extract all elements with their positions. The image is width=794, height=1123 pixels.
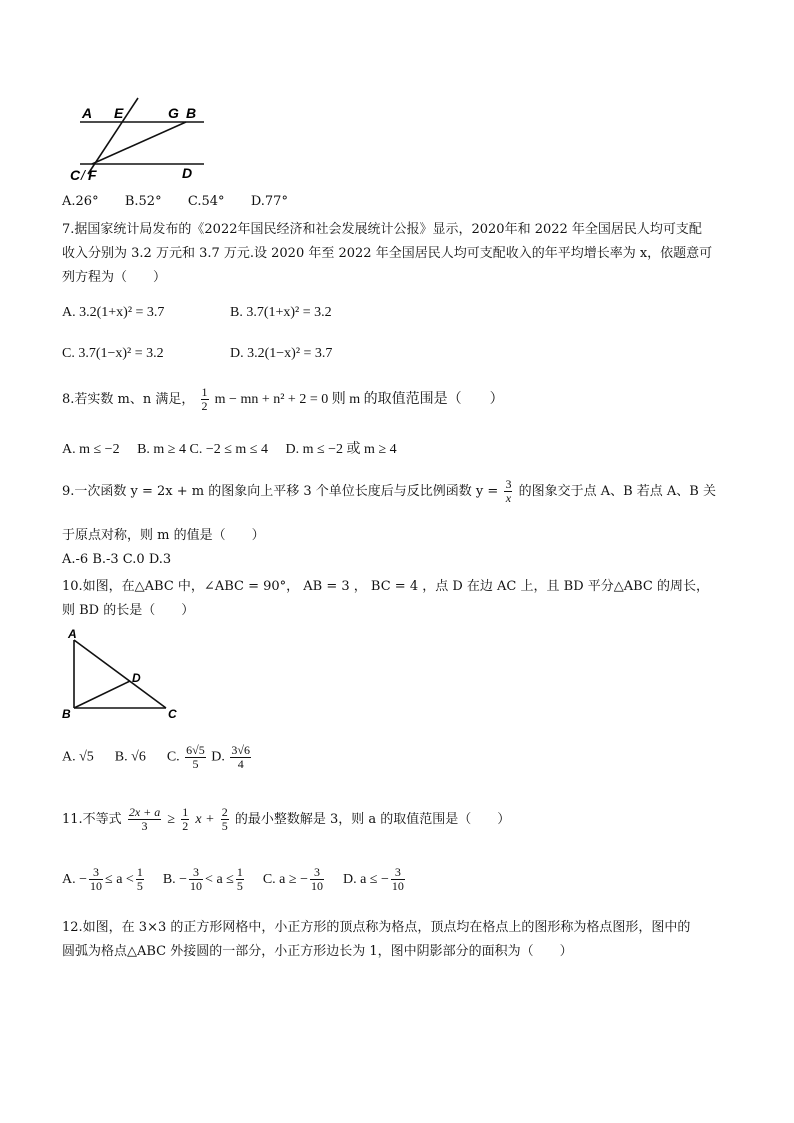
q9-part1: 9.一次函数 y = 2x + m 的图象向上平移 3 个单位长度后与反比例函数 y = — [62, 484, 499, 499]
q11-stem — [62, 806, 510, 833]
q12-line2: 圆弧为格点△ABC 外接圆的一部分，小正方形边长为 1，图中阴影部分的面积为（ ） — [62, 944, 573, 959]
q11-suffix: 的最小整数解是 3，则 a 的取值范围是（ ） — [234, 812, 511, 827]
q10-line1: 10.如图，在△ABC 中，∠ABC = 90°， AB = 3 ， BC = 4 ，点 D 在边 AC 上，且 BD 平分△ABC 的周长， — [62, 579, 710, 594]
q7-line1: 7.据国家统计局发布的《2022年国民经济和社会发展统计公报》显示，2020年和 2022 年全国居民人均可支配 — [62, 222, 702, 237]
q12-line1: 12.如图，在 3×3 的正方形网格中，小正方形的顶点称为格点，顶点均在格点上的图形称为格点图形，图中的 — [62, 920, 691, 935]
q11-option-a: A. − $\frac{3}{10}$ ≤ a < $\frac{1}{5}$ — [62, 865, 143, 893]
label-C: C — [70, 167, 81, 183]
label-B: B — [62, 707, 71, 721]
label-D: D — [132, 671, 141, 685]
label-G: G — [168, 105, 179, 121]
label-F: F — [88, 167, 97, 183]
q11-options — [62, 866, 407, 893]
q7-line3: 列方程为（ ） — [62, 270, 167, 285]
q11-prefix: 11.不等式 — [62, 812, 122, 827]
label-E: E — [114, 105, 124, 121]
q6-option-c: C.54° — [187, 194, 225, 209]
q11-ge: ≥ — [167, 812, 176, 827]
q7-option-c: C. 3.7(1−x)² = 3.2 — [62, 346, 164, 361]
q11-frac2: $\frac{1}{2}$ — [182, 805, 189, 833]
q10-option-c-frac: $\frac{6√5}{5}$ — [186, 743, 205, 771]
svg-text:/: / — [81, 167, 85, 183]
q9-options: A.-6 B.-3 C.0 D.3 — [62, 552, 172, 567]
label-A: A — [82, 105, 93, 121]
q8-options: A. m ≤ −2 B. m ≥ 4 C. −2 ≤ m ≤ 4 D. m ≤ −2 或 m ≥ 4 — [62, 442, 397, 457]
q11-plus: x + — [195, 812, 215, 827]
q7-option-b: B. 3.7(1+x)² = 3.2 — [230, 305, 332, 320]
q11-frac3: $\frac{2}{5}$ — [221, 805, 228, 833]
label-B: B — [186, 105, 197, 121]
q7-line2: 收入分别为 3.2 万元和 3.7 万元.设 2020 年至 2022 年全国居民人均可支配收入的年平均增长率为 x，依题意可 — [62, 246, 713, 261]
q10-options — [62, 744, 253, 771]
q8-equation: m − mn + n² + 2 = 0 则 m 的取值范围是（ ） — [214, 392, 504, 407]
q10-figure — [62, 628, 192, 724]
q9-line2: 于原点对称，则 m 的值是（ ） — [62, 528, 265, 543]
q11-option-d: D. a ≤ − $\frac{3}{10}$ — [342, 865, 404, 893]
q6-option-b: B.52° — [124, 194, 162, 209]
q10-line2: 则 BD 的长是（ ） — [62, 603, 195, 618]
q6-option-d: D.77° — [250, 194, 288, 209]
q8-stem — [62, 386, 504, 413]
q10-option-d-frac: $\frac{3√6}{4}$ — [231, 743, 250, 771]
q10-option-d: D. — [211, 749, 225, 765]
label-C: C — [168, 707, 177, 721]
q6-figure — [62, 96, 212, 186]
q8-fraction: $\frac{1}{2}$ — [201, 385, 208, 413]
q6-option-a: A.26° — [62, 194, 99, 209]
q10-option-a: A. √5 — [62, 749, 94, 765]
q8-prefix: 8.若实数 m、n 满足， — [62, 392, 195, 407]
label-D: D — [182, 165, 193, 181]
q11-option-c: C. a ≥ − $\frac{3}{10}$ — [262, 865, 323, 893]
q6-options — [62, 194, 288, 210]
q7-option-d: D. 3.2(1−x)² = 3.7 — [230, 346, 333, 361]
label-A: A — [68, 628, 77, 641]
q9-fraction: $\frac{3}{x}$ — [505, 477, 512, 505]
q7-option-a: A. 3.2(1+x)² = 3.7 — [62, 305, 165, 320]
q10-option-c: C. — [166, 749, 180, 765]
q11-option-b: B. − $\frac{3}{10}$ < a ≤ $\frac{1}{5}$ — [162, 865, 243, 893]
q9-part2: 的图象交于点 A、B 若点 A、B 关 — [518, 484, 716, 499]
q10-option-b: B. √6 — [114, 749, 146, 765]
q11-frac1: $\frac{2x + a}{3}$ — [128, 805, 161, 833]
q9-stem — [62, 478, 716, 505]
